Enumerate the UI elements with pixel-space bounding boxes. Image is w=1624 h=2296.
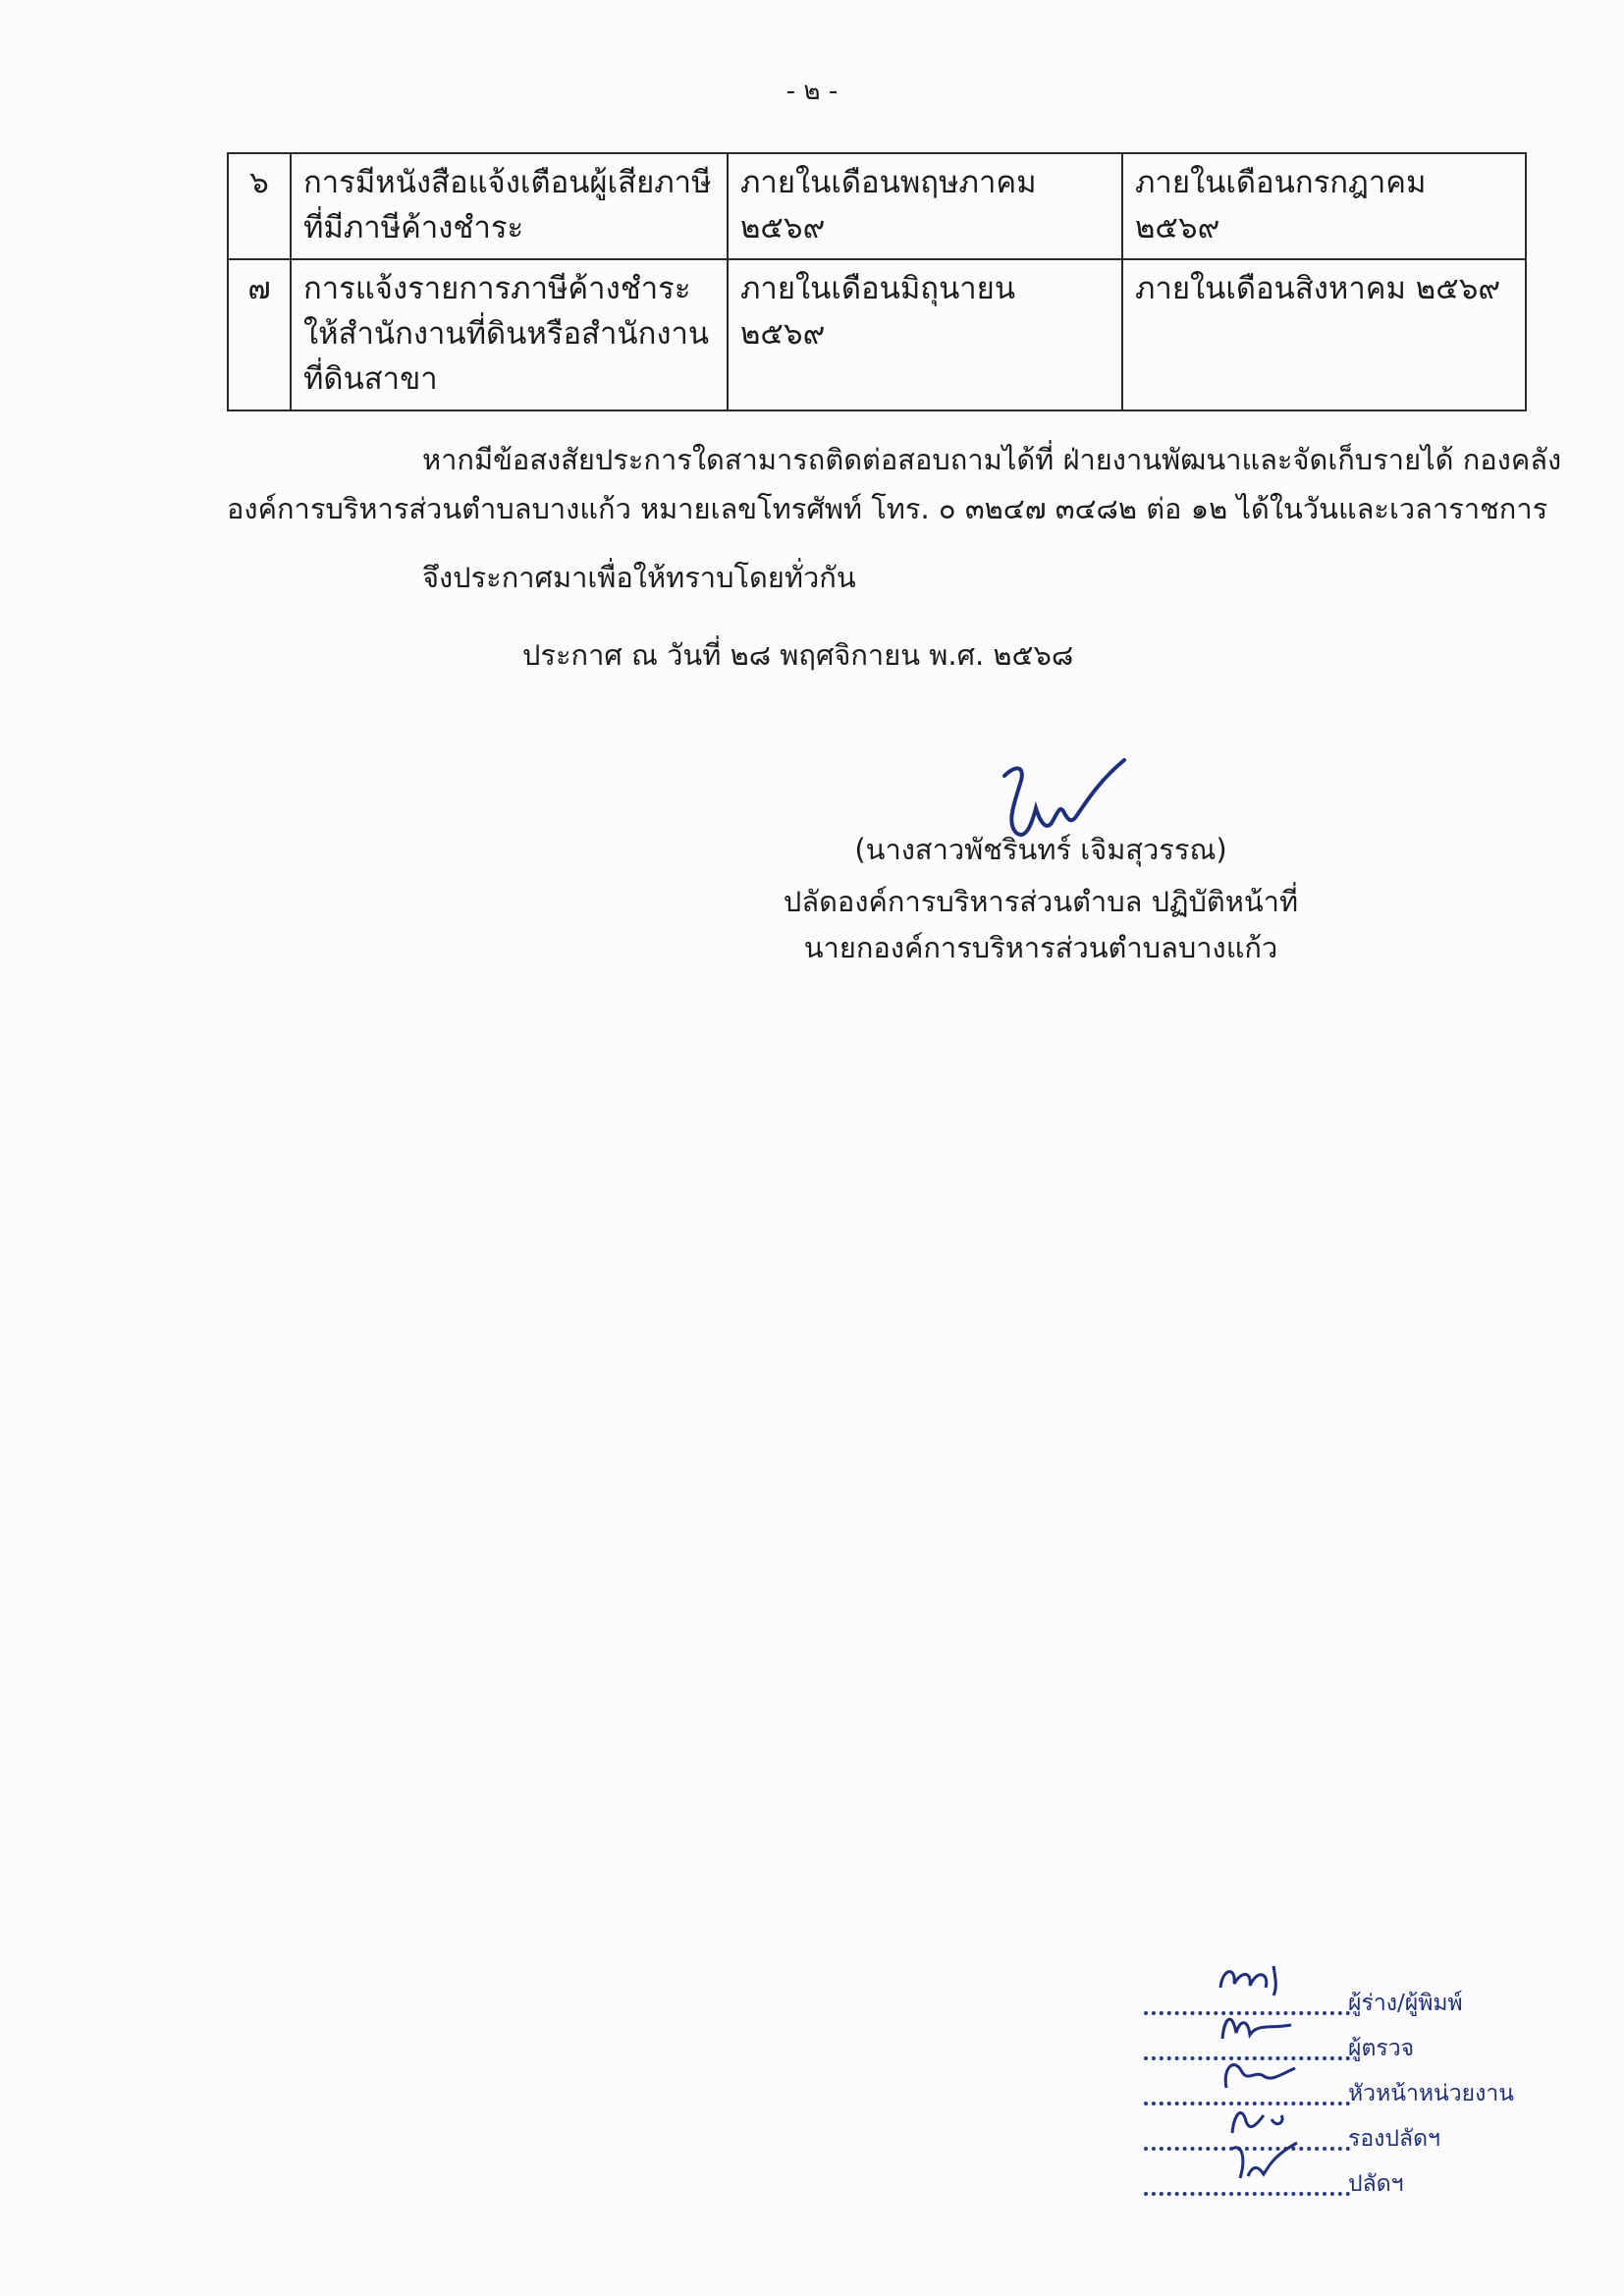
schedule-table: [227, 152, 1527, 411]
row-period-start: ภายในเดือนมิถุนายน ๒๕๖๙: [728, 259, 1122, 410]
announcement-date: ประกาศ ณ วันที่ ๒๘ พฤศจิกายน พ.ศ. ๒๕๖๘: [522, 638, 1074, 672]
routing-label: รองปลัดฯ: [1348, 2126, 1440, 2152]
row-item: การแจ้งรายการภาษีค้างชำระให้สำนักงานที่ดินหรือสำนักงานที่ดินสาขา: [291, 259, 728, 410]
routing-slip: [1144, 1984, 1556, 2229]
routing-row-checker: [1144, 2029, 1556, 2068]
row-number: ๗: [228, 259, 291, 410]
contact-line-2: องค์การบริหารส่วนตำบลบางแก้ว หมายเลขโทรศัพท์ โทร. ๐ ๓๒๔๗ ๓๔๘๒ ต่อ ๑๒ ได้ในวันและเวลาราชการ: [227, 492, 1548, 525]
routing-row-deputy: [1144, 2119, 1556, 2159]
row-period-end: ภายในเดือนสิงหาคม ๒๕๖๙: [1122, 259, 1526, 410]
row-period-start: ภายในเดือนพฤษภาคม ๒๕๖๙: [728, 153, 1122, 259]
initials-mark: [1213, 2094, 1301, 2139]
table-row: [228, 259, 1526, 410]
routing-row-chief: [1144, 2164, 1556, 2204]
dotted-line: [1144, 2192, 1350, 2196]
page-number: - ๒ -: [785, 77, 839, 106]
initials-mark: [1213, 1958, 1301, 2003]
routing-label: ผู้ร่าง/ผู้พิมพ์: [1348, 1991, 1463, 2016]
signatory-name: (นางสาวพัชรินทร์ เจิมสุวรรณ): [854, 833, 1227, 866]
initials-mark: [1213, 2003, 1301, 2049]
signatory-block: [746, 827, 1335, 971]
row-item: การมีหนังสือแจ้งเตือนผู้เสียภาษีที่มีภาษีค้างชำระ: [291, 153, 728, 259]
closing-text: จึงประกาศมาเพื่อให้ทราบโดยทั่วกัน: [422, 561, 856, 594]
routing-label: ผู้ตรวจ: [1348, 2036, 1415, 2061]
signatory-position-1: ปลัดองค์การบริหารส่วนตำบล ปฏิบัติหน้าที่: [783, 885, 1299, 918]
row-number: ๖: [228, 153, 291, 259]
routing-label: หัวหน้าหน่วยงาน: [1348, 2081, 1515, 2106]
row-period-end: ภายในเดือนกรกฎาคม ๒๕๖๙: [1122, 153, 1526, 259]
contact-line-1: หากมีข้อสงสัยประการใดสามารถติดต่อสอบถามได้ที่ ฝ่ายงานพัฒนาและจัดเก็บรายได้ กองคลัง: [422, 443, 1562, 476]
initials-mark: [1213, 2049, 1301, 2094]
signatory-position-2: นายกองค์การบริหารส่วนตำบลบางแก้ว: [803, 931, 1278, 964]
routing-row-drafter: [1144, 1984, 1556, 2023]
initials-mark: [1213, 2139, 1301, 2184]
routing-row-head: [1144, 2074, 1556, 2113]
routing-label: ปลัดฯ: [1348, 2171, 1404, 2197]
table-row: [228, 153, 1526, 259]
